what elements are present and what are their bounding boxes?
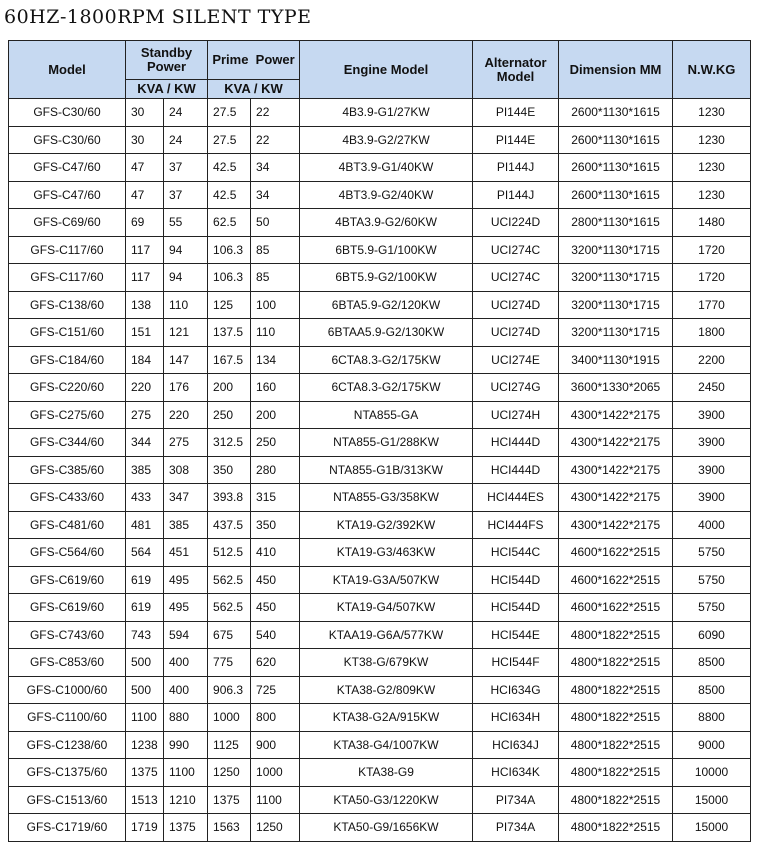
alternator-model-cell: PI734A bbox=[473, 814, 559, 842]
model-cell: GFS-C743/60 bbox=[9, 621, 126, 649]
standby-kw-cell: 1375 bbox=[164, 814, 208, 842]
alternator-model-cell: HCI634J bbox=[473, 731, 559, 759]
weight-cell: 1230 bbox=[673, 154, 751, 182]
weight-cell: 1230 bbox=[673, 126, 751, 154]
standby-kw-cell: 110 bbox=[164, 291, 208, 319]
prime-kva-cell: 106.3 bbox=[208, 236, 251, 264]
standby-kw-cell: 400 bbox=[164, 676, 208, 704]
standby-kw-cell: 94 bbox=[164, 236, 208, 264]
alternator-model-cell: HCI444FS bbox=[473, 511, 559, 539]
weight-cell: 1800 bbox=[673, 319, 751, 347]
dimension-cell: 4800*1822*2515 bbox=[559, 814, 673, 842]
weight-cell: 5750 bbox=[673, 539, 751, 567]
model-cell: GFS-C1513/60 bbox=[9, 786, 126, 814]
model-cell: GFS-C184/60 bbox=[9, 346, 126, 374]
standby-kva-cell: 47 bbox=[126, 154, 164, 182]
prime-kw-cell: 110 bbox=[251, 319, 300, 347]
prime-kw-cell: 450 bbox=[251, 594, 300, 622]
table-row bbox=[9, 99, 751, 127]
alternator-model-cell: PI144J bbox=[473, 154, 559, 182]
dimension-cell: 3200*1130*1715 bbox=[559, 319, 673, 347]
prime-kw-cell: 22 bbox=[251, 126, 300, 154]
standby-kva-cell: 30 bbox=[126, 126, 164, 154]
model-cell: GFS-C275/60 bbox=[9, 401, 126, 429]
dimension-cell: 4800*1822*2515 bbox=[559, 759, 673, 787]
engine-model-cell: 4B3.9-G2/27KW bbox=[300, 126, 473, 154]
prime-kva-cell: 562.5 bbox=[208, 566, 251, 594]
alternator-model-cell: HCI444D bbox=[473, 456, 559, 484]
model-cell: GFS-C220/60 bbox=[9, 374, 126, 402]
standby-kw-cell: 990 bbox=[164, 731, 208, 759]
dimension-cell: 4600*1622*2515 bbox=[559, 566, 673, 594]
weight-cell: 1720 bbox=[673, 236, 751, 264]
prime-kva-cell: 42.5 bbox=[208, 181, 251, 209]
prime-kva-cell: 200 bbox=[208, 374, 251, 402]
standby-kw-cell: 1210 bbox=[164, 786, 208, 814]
alternator-model-cell: UCI274D bbox=[473, 319, 559, 347]
engine-model-cell: KTA19-G3A/507KW bbox=[300, 566, 473, 594]
prime-kva-cell: 393.8 bbox=[208, 484, 251, 512]
table-row bbox=[9, 786, 751, 814]
standby-kva-cell: 344 bbox=[126, 429, 164, 457]
dimension-cell: 3200*1130*1715 bbox=[559, 291, 673, 319]
standby-kva-cell: 743 bbox=[126, 621, 164, 649]
model-cell: GFS-C117/60 bbox=[9, 264, 126, 292]
engine-model-cell: KTA19-G4/507KW bbox=[300, 594, 473, 622]
model-cell: GFS-C385/60 bbox=[9, 456, 126, 484]
standby-kva-cell: 619 bbox=[126, 594, 164, 622]
standby-kva-cell: 1719 bbox=[126, 814, 164, 842]
standby-kva-cell: 151 bbox=[126, 319, 164, 347]
dimension-cell: 3400*1130*1915 bbox=[559, 346, 673, 374]
prime-power-header: Prime Power bbox=[208, 41, 300, 80]
standby-kw-cell: 880 bbox=[164, 704, 208, 732]
engine-model-cell: NTA855-G1/288KW bbox=[300, 429, 473, 457]
table-row bbox=[9, 236, 751, 264]
model-cell: GFS-C1238/60 bbox=[9, 731, 126, 759]
standby-kw-cell: 495 bbox=[164, 566, 208, 594]
table-row bbox=[9, 374, 751, 402]
alternator-model-header: Alternator Model bbox=[473, 41, 559, 99]
standby-kva-cell: 184 bbox=[126, 346, 164, 374]
engine-model-cell: KTAA19-G6A/577KW bbox=[300, 621, 473, 649]
prime-kva-cell: 250 bbox=[208, 401, 251, 429]
prime-kw-cell: 1000 bbox=[251, 759, 300, 787]
prime-kw-cell: 540 bbox=[251, 621, 300, 649]
standby-kva-cell: 1375 bbox=[126, 759, 164, 787]
alternator-model-cell: PI144E bbox=[473, 99, 559, 127]
dimension-cell: 4300*1422*2175 bbox=[559, 456, 673, 484]
weight-cell: 5750 bbox=[673, 566, 751, 594]
standby-kw-cell: 220 bbox=[164, 401, 208, 429]
engine-model-cell: 6BT5.9-G2/100KW bbox=[300, 264, 473, 292]
table-row bbox=[9, 731, 751, 759]
dimension-cell: 2600*1130*1615 bbox=[559, 99, 673, 127]
alternator-model-cell: UCI274C bbox=[473, 236, 559, 264]
dimension-cell: 4800*1822*2515 bbox=[559, 704, 673, 732]
prime-kva-cell: 106.3 bbox=[208, 264, 251, 292]
model-cell: GFS-C1000/60 bbox=[9, 676, 126, 704]
standby-kw-cell: 275 bbox=[164, 429, 208, 457]
standby-kva-cell: 385 bbox=[126, 456, 164, 484]
standby-kw-cell: 594 bbox=[164, 621, 208, 649]
prime-unit-header: KVA / KW bbox=[208, 80, 300, 99]
model-cell: GFS-C117/60 bbox=[9, 236, 126, 264]
alternator-model-cell: UCI224D bbox=[473, 209, 559, 237]
dimension-cell: 4300*1422*2175 bbox=[559, 429, 673, 457]
dimension-cell: 2600*1130*1615 bbox=[559, 181, 673, 209]
table-row bbox=[9, 154, 751, 182]
standby-kva-cell: 1100 bbox=[126, 704, 164, 732]
weight-cell: 1230 bbox=[673, 181, 751, 209]
standby-kw-cell: 1100 bbox=[164, 759, 208, 787]
weight-cell: 2200 bbox=[673, 346, 751, 374]
prime-kw-cell: 1100 bbox=[251, 786, 300, 814]
prime-kva-cell: 62.5 bbox=[208, 209, 251, 237]
weight-cell: 1720 bbox=[673, 264, 751, 292]
model-cell: GFS-C1100/60 bbox=[9, 704, 126, 732]
dimension-cell: 4600*1622*2515 bbox=[559, 539, 673, 567]
alternator-model-cell: UCI274D bbox=[473, 291, 559, 319]
weight-cell: 1480 bbox=[673, 209, 751, 237]
standby-kw-cell: 400 bbox=[164, 649, 208, 677]
prime-kw-cell: 900 bbox=[251, 731, 300, 759]
weight-cell: 4000 bbox=[673, 511, 751, 539]
model-cell: GFS-C69/60 bbox=[9, 209, 126, 237]
table-row bbox=[9, 346, 751, 374]
engine-model-cell: 6BT5.9-G1/100KW bbox=[300, 236, 473, 264]
model-cell: GFS-C47/60 bbox=[9, 181, 126, 209]
prime-kw-cell: 85 bbox=[251, 264, 300, 292]
table-row bbox=[9, 759, 751, 787]
alternator-model-cell: UCI274G bbox=[473, 374, 559, 402]
engine-model-cell: KTA50-G9/1656KW bbox=[300, 814, 473, 842]
standby-kw-cell: 385 bbox=[164, 511, 208, 539]
table-row bbox=[9, 814, 751, 842]
prime-kva-cell: 906.3 bbox=[208, 676, 251, 704]
prime-kva-cell: 312.5 bbox=[208, 429, 251, 457]
model-cell: GFS-C30/60 bbox=[9, 126, 126, 154]
prime-kw-cell: 134 bbox=[251, 346, 300, 374]
dimension-cell: 4300*1422*2175 bbox=[559, 511, 673, 539]
prime-kva-cell: 1375 bbox=[208, 786, 251, 814]
prime-kva-cell: 137.5 bbox=[208, 319, 251, 347]
prime-kva-cell: 1250 bbox=[208, 759, 251, 787]
alternator-model-cell: UCI274H bbox=[473, 401, 559, 429]
alternator-model-cell: UCI274E bbox=[473, 346, 559, 374]
engine-model-cell: 4BTA3.9-G2/60KW bbox=[300, 209, 473, 237]
alternator-model-cell: UCI274C bbox=[473, 264, 559, 292]
dimension-cell: 4800*1822*2515 bbox=[559, 731, 673, 759]
table-row bbox=[9, 676, 751, 704]
prime-kva-cell: 1000 bbox=[208, 704, 251, 732]
model-cell: GFS-C481/60 bbox=[9, 511, 126, 539]
standby-kva-cell: 433 bbox=[126, 484, 164, 512]
engine-model-cell: KTA19-G3/463KW bbox=[300, 539, 473, 567]
prime-kva-cell: 562.5 bbox=[208, 594, 251, 622]
engine-model-cell: 4BT3.9-G2/40KW bbox=[300, 181, 473, 209]
standby-kva-cell: 30 bbox=[126, 99, 164, 127]
prime-kw-cell: 350 bbox=[251, 511, 300, 539]
prime-kw-cell: 410 bbox=[251, 539, 300, 567]
prime-kva-cell: 775 bbox=[208, 649, 251, 677]
engine-model-cell: 6BTAA5.9-G2/130KW bbox=[300, 319, 473, 347]
weight-header: N.W.KG bbox=[673, 41, 751, 99]
standby-kva-cell: 275 bbox=[126, 401, 164, 429]
model-cell: GFS-C433/60 bbox=[9, 484, 126, 512]
table-row bbox=[9, 511, 751, 539]
standby-kw-cell: 37 bbox=[164, 181, 208, 209]
prime-kw-cell: 22 bbox=[251, 99, 300, 127]
alternator-model-cell: HCI544E bbox=[473, 621, 559, 649]
table-row bbox=[9, 621, 751, 649]
standby-kw-cell: 37 bbox=[164, 154, 208, 182]
prime-kva-cell: 27.5 bbox=[208, 99, 251, 127]
model-cell: GFS-C853/60 bbox=[9, 649, 126, 677]
page-title: 60HZ-1800RPM SILENT TYPE bbox=[4, 6, 312, 28]
standby-kva-cell: 220 bbox=[126, 374, 164, 402]
dimension-cell: 3600*1330*2065 bbox=[559, 374, 673, 402]
standby-kva-cell: 564 bbox=[126, 539, 164, 567]
model-cell: GFS-C1375/60 bbox=[9, 759, 126, 787]
prime-kw-cell: 800 bbox=[251, 704, 300, 732]
standby-kva-cell: 138 bbox=[126, 291, 164, 319]
standby-kw-cell: 121 bbox=[164, 319, 208, 347]
prime-kw-cell: 85 bbox=[251, 236, 300, 264]
prime-kw-cell: 100 bbox=[251, 291, 300, 319]
engine-model-cell: KTA38-G2/809KW bbox=[300, 676, 473, 704]
generator-spec-table bbox=[8, 40, 751, 842]
prime-kw-cell: 620 bbox=[251, 649, 300, 677]
alternator-model-cell: HCI544C bbox=[473, 539, 559, 567]
prime-kva-cell: 27.5 bbox=[208, 126, 251, 154]
alternator-model-cell: HCI544F bbox=[473, 649, 559, 677]
dimension-cell: 4300*1422*2175 bbox=[559, 401, 673, 429]
prime-kva-cell: 42.5 bbox=[208, 154, 251, 182]
dimension-cell: 3200*1130*1715 bbox=[559, 236, 673, 264]
standby-kw-cell: 94 bbox=[164, 264, 208, 292]
engine-model-cell: NTA855-G1B/313KW bbox=[300, 456, 473, 484]
weight-cell: 5750 bbox=[673, 594, 751, 622]
standby-kw-cell: 176 bbox=[164, 374, 208, 402]
standby-kva-cell: 1513 bbox=[126, 786, 164, 814]
engine-model-cell: 6CTA8.3-G2/175KW bbox=[300, 346, 473, 374]
weight-cell: 6090 bbox=[673, 621, 751, 649]
weight-cell: 1230 bbox=[673, 99, 751, 127]
engine-model-cell: NTA855-G3/358KW bbox=[300, 484, 473, 512]
table-row bbox=[9, 484, 751, 512]
prime-kw-cell: 250 bbox=[251, 429, 300, 457]
engine-model-cell: 4B3.9-G1/27KW bbox=[300, 99, 473, 127]
table-row bbox=[9, 429, 751, 457]
engine-model-cell: KTA38-G9 bbox=[300, 759, 473, 787]
model-cell: GFS-C47/60 bbox=[9, 154, 126, 182]
table-row bbox=[9, 401, 751, 429]
model-cell: GFS-C344/60 bbox=[9, 429, 126, 457]
table-row bbox=[9, 594, 751, 622]
prime-kva-cell: 437.5 bbox=[208, 511, 251, 539]
engine-model-cell: KTA50-G3/1220KW bbox=[300, 786, 473, 814]
prime-kw-cell: 200 bbox=[251, 401, 300, 429]
weight-cell: 15000 bbox=[673, 786, 751, 814]
prime-kw-cell: 160 bbox=[251, 374, 300, 402]
standby-kw-cell: 147 bbox=[164, 346, 208, 374]
prime-kw-cell: 725 bbox=[251, 676, 300, 704]
weight-cell: 8500 bbox=[673, 649, 751, 677]
weight-cell: 9000 bbox=[673, 731, 751, 759]
model-cell: GFS-C619/60 bbox=[9, 566, 126, 594]
engine-model-cell: KTA19-G2/392KW bbox=[300, 511, 473, 539]
engine-model-header: Engine Model bbox=[300, 41, 473, 99]
prime-kva-cell: 125 bbox=[208, 291, 251, 319]
weight-cell: 3900 bbox=[673, 401, 751, 429]
weight-cell: 8800 bbox=[673, 704, 751, 732]
table-row bbox=[9, 539, 751, 567]
standby-power-header: Standby Power bbox=[126, 41, 208, 80]
table-row bbox=[9, 456, 751, 484]
table-row bbox=[9, 704, 751, 732]
table-row bbox=[9, 264, 751, 292]
model-cell: GFS-C151/60 bbox=[9, 319, 126, 347]
table-row bbox=[9, 126, 751, 154]
alternator-model-cell: PI144J bbox=[473, 181, 559, 209]
weight-cell: 3900 bbox=[673, 484, 751, 512]
engine-model-cell: KT38-G/679KW bbox=[300, 649, 473, 677]
prime-kw-cell: 280 bbox=[251, 456, 300, 484]
engine-model-cell: KTA38-G4/1007KW bbox=[300, 731, 473, 759]
alternator-model-cell: HCI444ES bbox=[473, 484, 559, 512]
weight-cell: 8500 bbox=[673, 676, 751, 704]
dimension-cell: 4600*1622*2515 bbox=[559, 594, 673, 622]
dimension-cell: 4800*1822*2515 bbox=[559, 786, 673, 814]
standby-kva-cell: 500 bbox=[126, 649, 164, 677]
table-row bbox=[9, 291, 751, 319]
alternator-model-cell: HCI634K bbox=[473, 759, 559, 787]
standby-kw-cell: 308 bbox=[164, 456, 208, 484]
engine-model-cell: 4BT3.9-G1/40KW bbox=[300, 154, 473, 182]
model-cell: GFS-C138/60 bbox=[9, 291, 126, 319]
standby-kva-cell: 117 bbox=[126, 264, 164, 292]
weight-cell: 15000 bbox=[673, 814, 751, 842]
table-row bbox=[9, 319, 751, 347]
prime-kw-cell: 315 bbox=[251, 484, 300, 512]
alternator-model-cell: PI734A bbox=[473, 786, 559, 814]
standby-kva-cell: 47 bbox=[126, 181, 164, 209]
standby-kw-cell: 451 bbox=[164, 539, 208, 567]
standby-kw-cell: 495 bbox=[164, 594, 208, 622]
prime-kw-cell: 34 bbox=[251, 181, 300, 209]
standby-kw-cell: 24 bbox=[164, 99, 208, 127]
dimension-header: Dimension MM bbox=[559, 41, 673, 99]
model-cell: GFS-C564/60 bbox=[9, 539, 126, 567]
alternator-model-cell: HCI634H bbox=[473, 704, 559, 732]
alternator-model-cell: HCI444D bbox=[473, 429, 559, 457]
standby-kva-cell: 619 bbox=[126, 566, 164, 594]
engine-model-cell: KTA38-G2A/915KW bbox=[300, 704, 473, 732]
prime-kw-cell: 50 bbox=[251, 209, 300, 237]
table-row bbox=[9, 566, 751, 594]
table-row bbox=[9, 181, 751, 209]
prime-kva-cell: 167.5 bbox=[208, 346, 251, 374]
dimension-cell: 2600*1130*1615 bbox=[559, 126, 673, 154]
dimension-cell: 4300*1422*2175 bbox=[559, 484, 673, 512]
standby-kva-cell: 117 bbox=[126, 236, 164, 264]
prime-kva-cell: 350 bbox=[208, 456, 251, 484]
weight-cell: 3900 bbox=[673, 456, 751, 484]
model-cell: GFS-C1719/60 bbox=[9, 814, 126, 842]
weight-cell: 2450 bbox=[673, 374, 751, 402]
alternator-model-cell: HCI634G bbox=[473, 676, 559, 704]
table-row bbox=[9, 649, 751, 677]
standby-kw-cell: 347 bbox=[164, 484, 208, 512]
alternator-model-cell: HCI544D bbox=[473, 566, 559, 594]
standby-kva-cell: 481 bbox=[126, 511, 164, 539]
prime-kva-cell: 675 bbox=[208, 621, 251, 649]
prime-kw-cell: 1250 bbox=[251, 814, 300, 842]
standby-unit-header: KVA / KW bbox=[126, 80, 208, 99]
dimension-cell: 2800*1130*1615 bbox=[559, 209, 673, 237]
alternator-model-cell: HCI544D bbox=[473, 594, 559, 622]
model-header: Model bbox=[9, 41, 126, 99]
weight-cell: 1770 bbox=[673, 291, 751, 319]
standby-kva-cell: 69 bbox=[126, 209, 164, 237]
dimension-cell: 4800*1822*2515 bbox=[559, 649, 673, 677]
model-cell: GFS-C619/60 bbox=[9, 594, 126, 622]
engine-model-cell: 6CTA8.3-G2/175KW bbox=[300, 374, 473, 402]
standby-kva-cell: 1238 bbox=[126, 731, 164, 759]
prime-kva-cell: 512.5 bbox=[208, 539, 251, 567]
dimension-cell: 4800*1822*2515 bbox=[559, 676, 673, 704]
weight-cell: 3900 bbox=[673, 429, 751, 457]
table-header-row bbox=[9, 41, 751, 80]
model-cell: GFS-C30/60 bbox=[9, 99, 126, 127]
engine-model-cell: NTA855-GA bbox=[300, 401, 473, 429]
engine-model-cell: 6BTA5.9-G2/120KW bbox=[300, 291, 473, 319]
prime-kw-cell: 450 bbox=[251, 566, 300, 594]
standby-kva-cell: 500 bbox=[126, 676, 164, 704]
weight-cell: 10000 bbox=[673, 759, 751, 787]
standby-kw-cell: 24 bbox=[164, 126, 208, 154]
dimension-cell: 3200*1130*1715 bbox=[559, 264, 673, 292]
alternator-model-cell: PI144E bbox=[473, 126, 559, 154]
standby-kw-cell: 55 bbox=[164, 209, 208, 237]
dimension-cell: 4800*1822*2515 bbox=[559, 621, 673, 649]
table-row bbox=[9, 209, 751, 237]
dimension-cell: 2600*1130*1615 bbox=[559, 154, 673, 182]
prime-kva-cell: 1125 bbox=[208, 731, 251, 759]
prime-kw-cell: 34 bbox=[251, 154, 300, 182]
prime-kva-cell: 1563 bbox=[208, 814, 251, 842]
